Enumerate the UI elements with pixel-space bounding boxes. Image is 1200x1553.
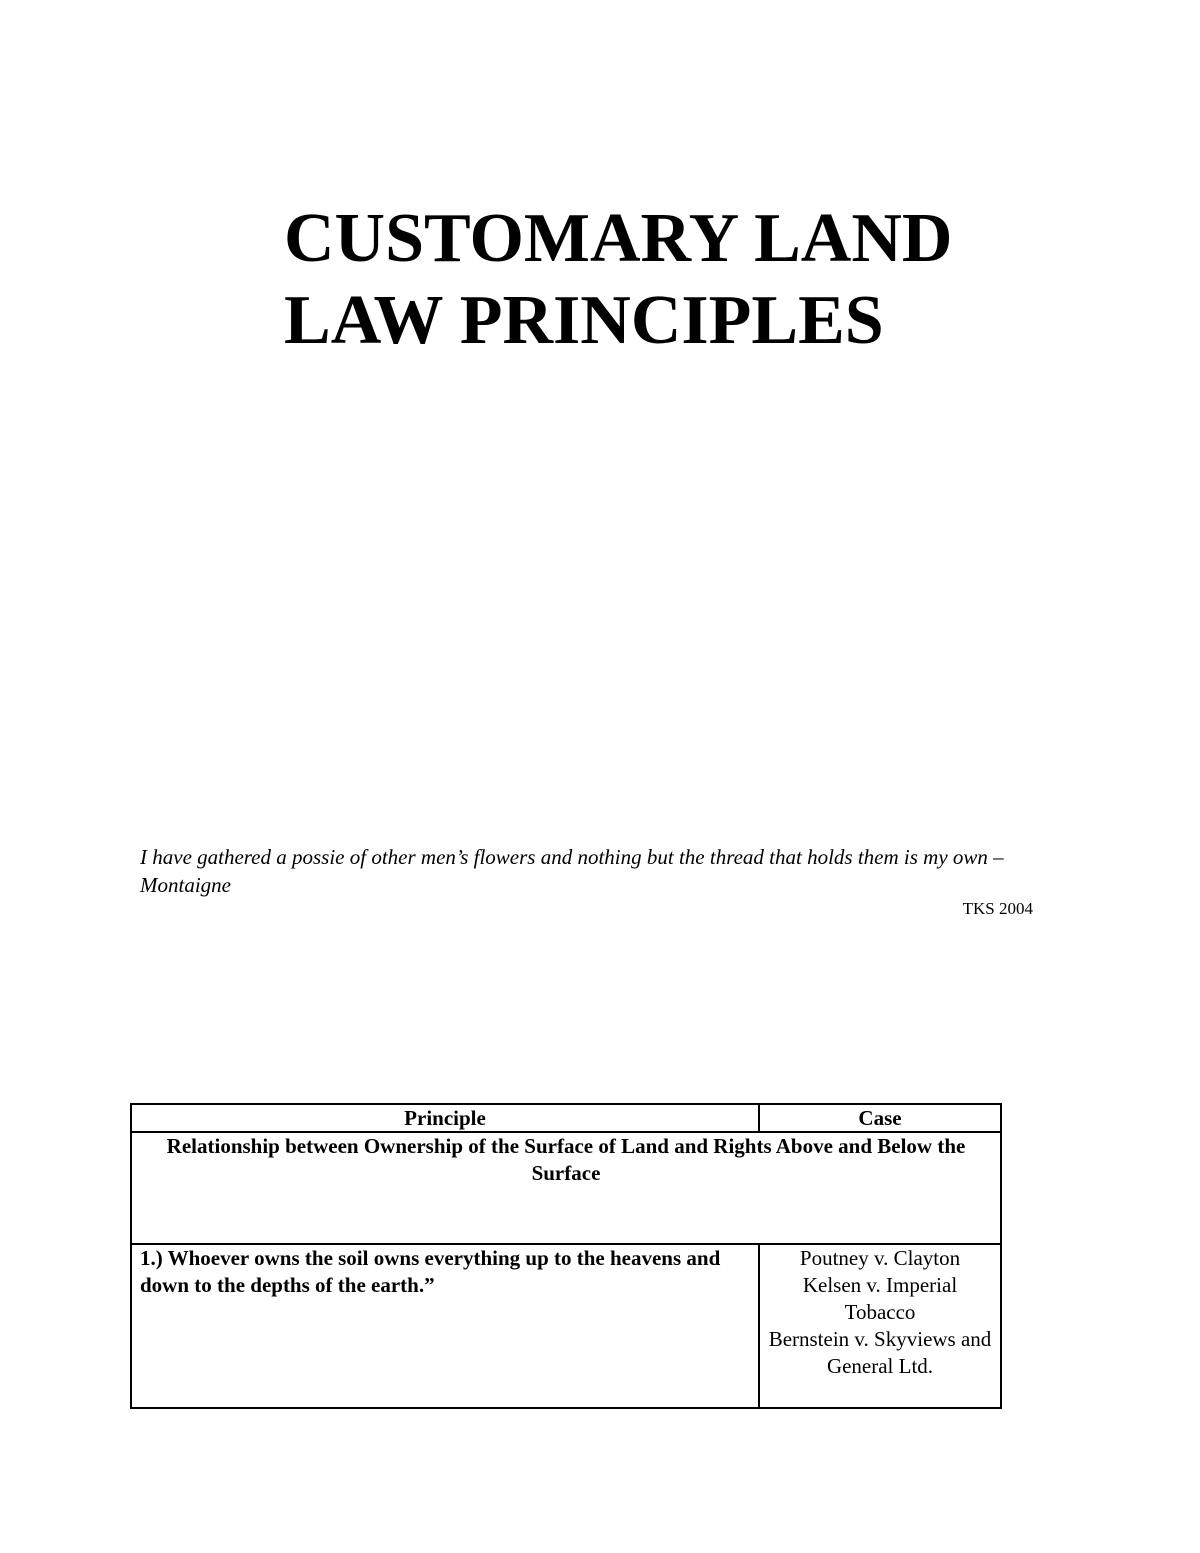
epigraph-quote: I have gathered a possie of other men’s flowers and nothing but the thread that holds them is my own – Montaigne — [140, 845, 1004, 897]
case-name: Poutney v. Clayton — [799, 1246, 961, 1270]
principles-table — [130, 1103, 1002, 1409]
section-heading-row — [131, 1132, 1001, 1244]
principle-column-header: Principle — [131, 1104, 759, 1132]
case-name: Kelsen v. Imperial Tobacco — [802, 1273, 958, 1324]
document-title — [284, 198, 952, 362]
principle-cell: 1.) Whoever owns the soil owns everything up to the heavens and down to the depths of the earth.” — [131, 1244, 759, 1408]
case-name: Bernstein v. Skyviews and General Ltd. — [768, 1327, 992, 1378]
case-column-header: Case — [759, 1104, 1001, 1132]
table-row — [131, 1244, 1001, 1408]
title-line-2: LAW PRINCIPLES — [284, 282, 884, 359]
table-header-row — [131, 1104, 1001, 1132]
author-signature: TKS 2004 — [962, 899, 1033, 918]
title-line-1: CUSTOMARY LAND — [284, 200, 953, 277]
case-cell — [759, 1244, 1001, 1408]
section-heading: Relationship between Ownership of the Surface of Land and Rights Above and Below the Surface — [131, 1132, 1001, 1244]
